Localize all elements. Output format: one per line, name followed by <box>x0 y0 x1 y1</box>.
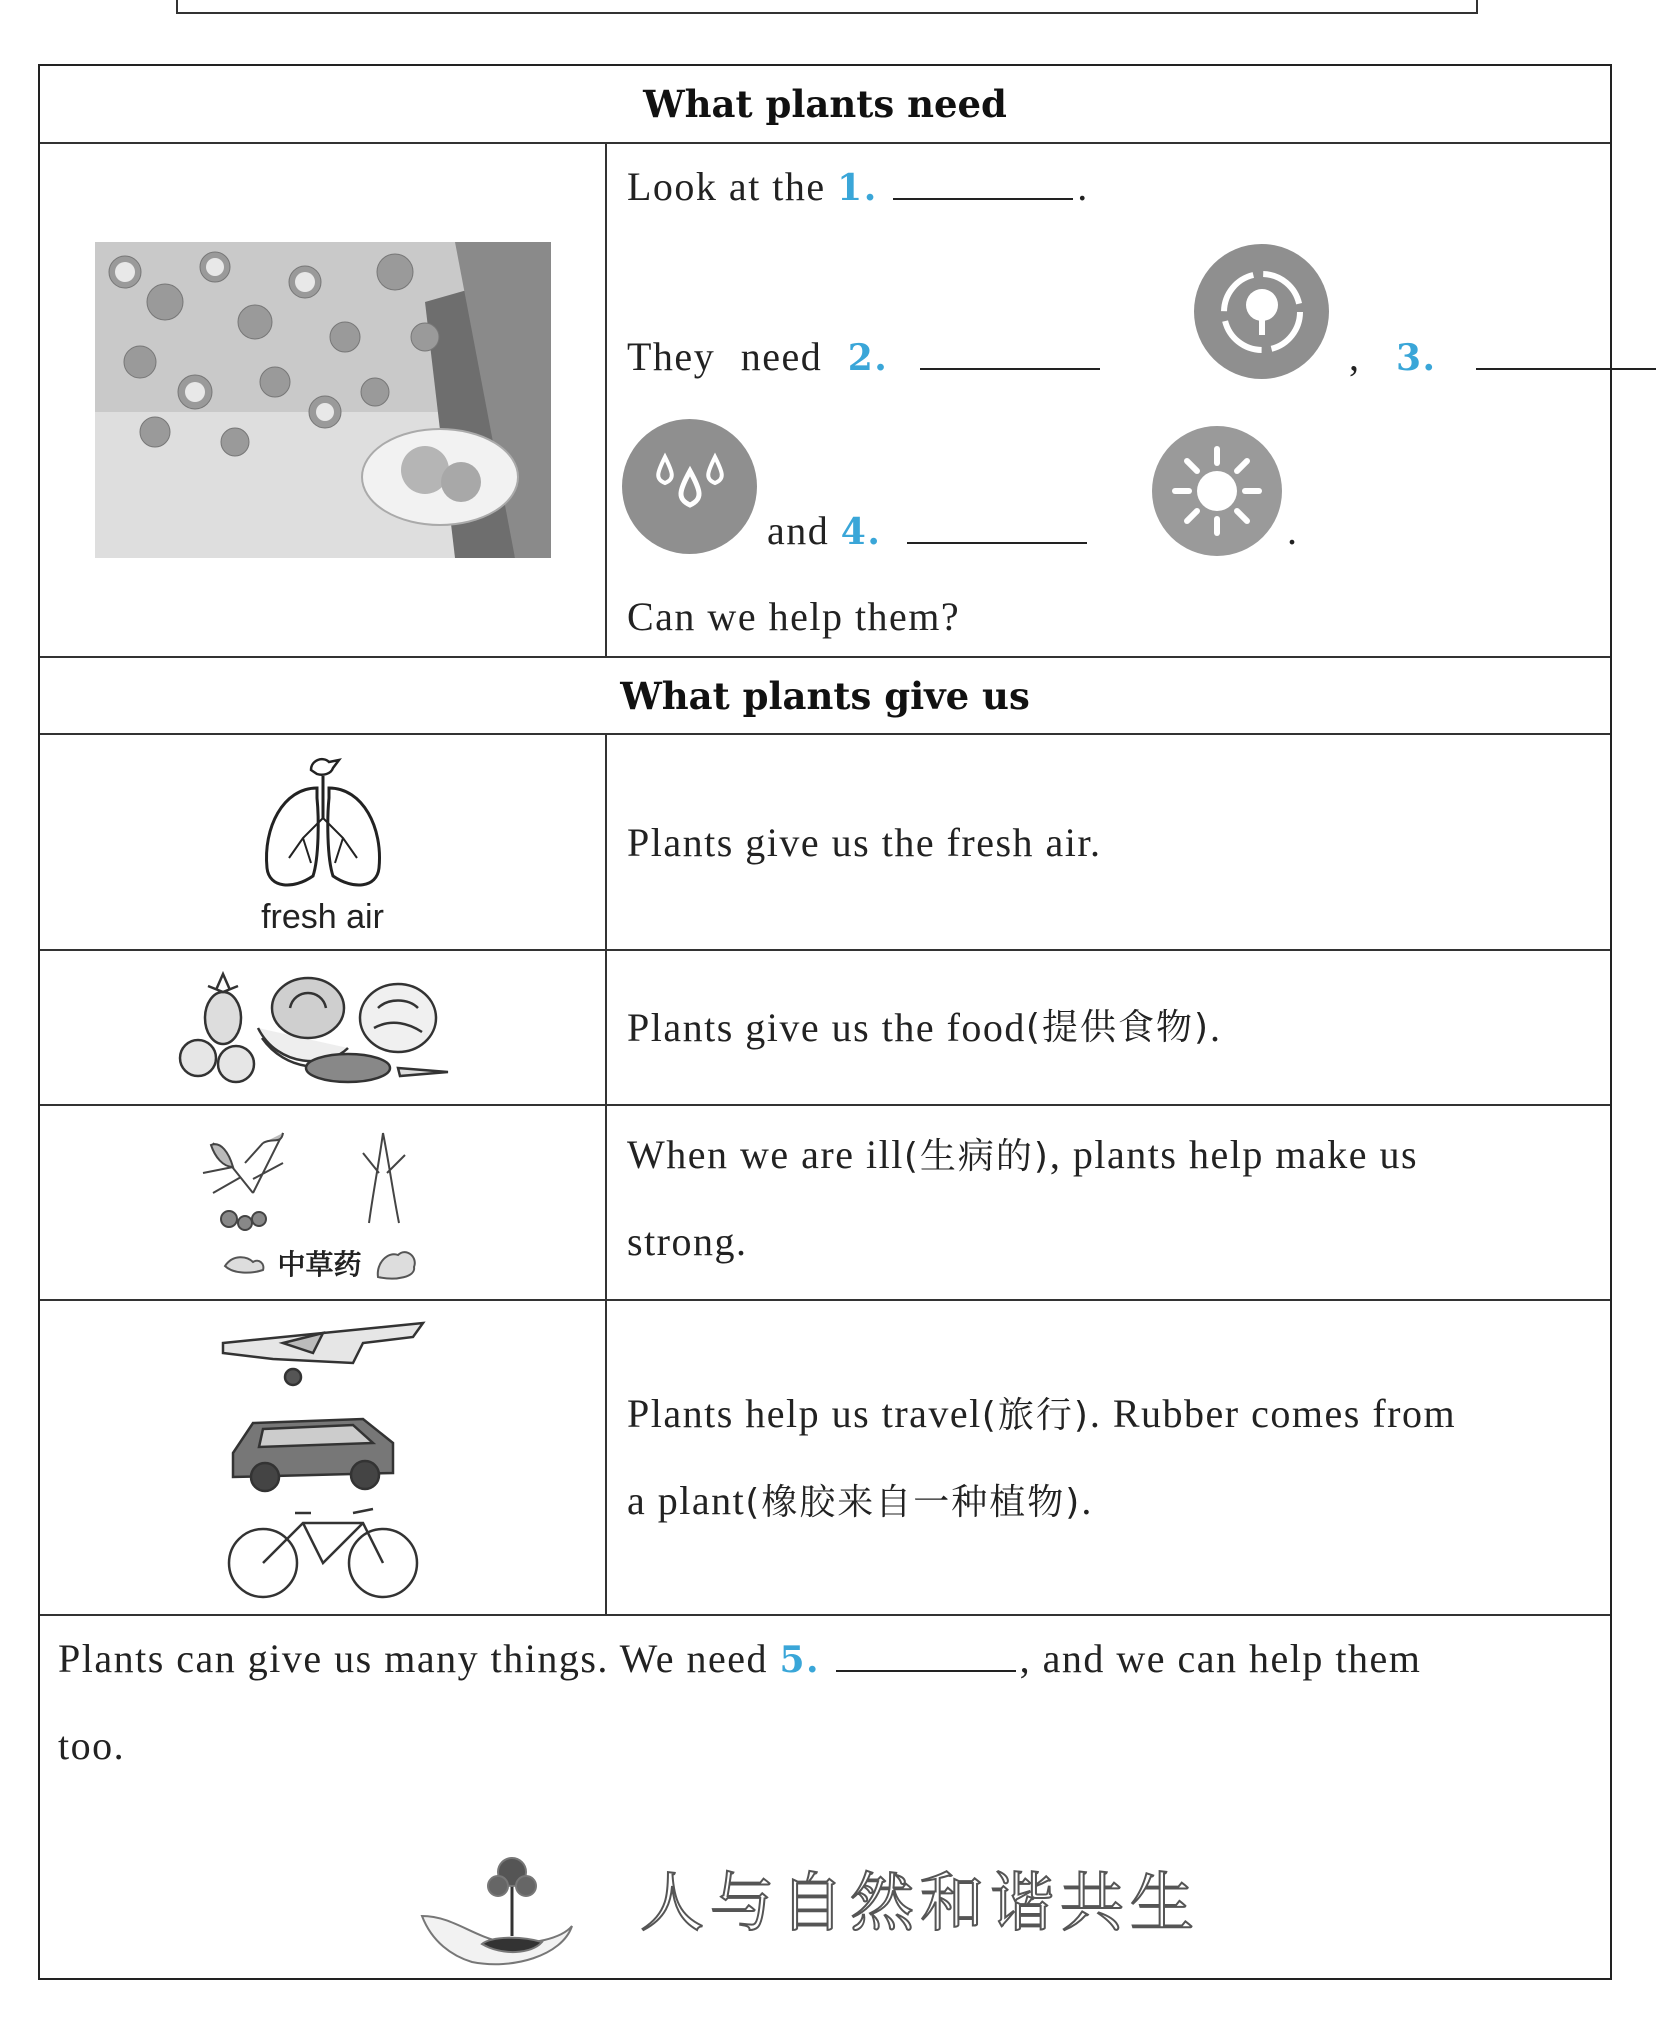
travel-line2-cn: (橡胶来自一种植物) <box>745 1481 1082 1523</box>
ginger-icon <box>223 1252 267 1274</box>
travel-line-1 <box>627 1371 1456 1458</box>
medicine-line-2: strong. <box>627 1219 748 1264</box>
footer-row <box>40 1616 1610 1980</box>
needs-line-2 <box>627 314 1104 401</box>
root-icon <box>372 1243 422 1283</box>
give-row-fresh-air <box>40 735 1610 951</box>
blank-number-2: 2. <box>847 337 889 379</box>
fresh-air-text: Plants give us the fresh air. <box>627 819 1102 865</box>
tree-recycle-icon <box>1194 244 1329 379</box>
medicine-text-cell <box>607 1106 1610 1299</box>
medicine-text-cn: (生病的) <box>903 1136 1050 1177</box>
line4-text: Can we help them? <box>627 594 961 639</box>
footer-text-a: Plants can give us many things. We need <box>58 1636 768 1681</box>
line1-end: . <box>1077 164 1089 209</box>
blank-number-5: 5. <box>779 1639 821 1681</box>
herbs-icon <box>193 1123 453 1243</box>
footer-line-1 <box>58 1616 1592 1703</box>
needs-line-1 <box>627 144 1089 231</box>
answer-blank-4[interactable] <box>907 506 1087 544</box>
section-heading-gives <box>40 658 1610 735</box>
section-heading-needs <box>40 66 1610 144</box>
needs-line-4 <box>627 574 960 659</box>
top-box-edge <box>176 0 1478 14</box>
travel-line-2 <box>627 1458 1093 1545</box>
food-text-end: . <box>1210 1005 1222 1050</box>
section-heading-needs-text: What plants need <box>643 82 1007 126</box>
give-row-travel <box>40 1301 1610 1616</box>
travel-line2-end: . <box>1081 1477 1093 1523</box>
vehicles-image-cell <box>40 1301 607 1614</box>
footer-text-b: , and we can help them <box>1019 1636 1422 1681</box>
answer-blank-5[interactable] <box>836 1634 1016 1672</box>
line2-text: They need <box>627 334 823 379</box>
food-text-cell <box>607 951 1610 1104</box>
travel-text-en-b: . Rubber comes from <box>1089 1390 1457 1436</box>
medicine-text-en-a: When we are ill <box>627 1132 904 1177</box>
line1-text: Look at the <box>627 164 826 209</box>
blank-number-3: 3. <box>1396 337 1437 379</box>
needs-line-3 <box>767 488 1091 575</box>
needs-line-3-end <box>1287 488 1299 573</box>
herbs-label-row <box>223 1243 421 1283</box>
fruits-vegetables-icon <box>178 968 468 1088</box>
lungs-icon <box>253 748 393 898</box>
orange-tree-photo <box>95 242 551 558</box>
sun-icon <box>1152 426 1282 556</box>
orange-tree-photo-cell <box>40 144 607 656</box>
blank-number-1: 1. <box>837 167 878 209</box>
blank-number-4: 4. <box>840 511 882 553</box>
hands-holding-plant-icon <box>412 1846 582 1976</box>
travel-line2-en: a plant <box>627 1477 746 1523</box>
answer-blank-2[interactable] <box>920 332 1100 370</box>
footer-text <box>58 1616 1592 1788</box>
medicine-line-1 <box>627 1112 1592 1199</box>
answer-blank-1[interactable] <box>893 162 1073 200</box>
travel-text-en-a: Plants help us travel <box>627 1390 982 1436</box>
needs-row <box>40 144 1610 658</box>
chinese-herbs-label: 中草药 <box>277 1247 362 1281</box>
food-text-en: Plants give us the food <box>627 1005 1026 1050</box>
travel-text-cell <box>607 1301 1610 1614</box>
give-row-medicine <box>40 1106 1610 1301</box>
vehicles-icon <box>213 1313 433 1603</box>
needs-text-cell <box>607 144 1610 656</box>
fresh-air-label: fresh air <box>261 897 384 936</box>
slogan-text: 人与自然和谐共生 <box>640 1867 1200 1941</box>
footer-line-2: too. <box>58 1723 126 1768</box>
line3-end: . <box>1287 508 1299 553</box>
line2-comma: , <box>1349 334 1361 379</box>
worksheet-table <box>38 64 1612 1980</box>
section-heading-gives-text: What plants give us <box>620 673 1030 718</box>
herbs-image-cell <box>40 1106 607 1299</box>
food-text-cn: (提供食物) <box>1025 1007 1211 1048</box>
water-drops-icon <box>622 419 757 554</box>
travel-text-cn: (旅行) <box>981 1394 1090 1436</box>
give-row-food <box>40 951 1610 1106</box>
line3-text: and <box>767 508 830 553</box>
lungs-image-cell <box>40 735 607 949</box>
food-image-cell <box>40 951 607 1104</box>
needs-line-2b <box>1349 314 1656 401</box>
fresh-air-text-cell <box>607 735 1610 949</box>
medicine-text-en-b: , plants help make us <box>1049 1132 1419 1177</box>
answer-blank-3[interactable] <box>1476 332 1656 370</box>
